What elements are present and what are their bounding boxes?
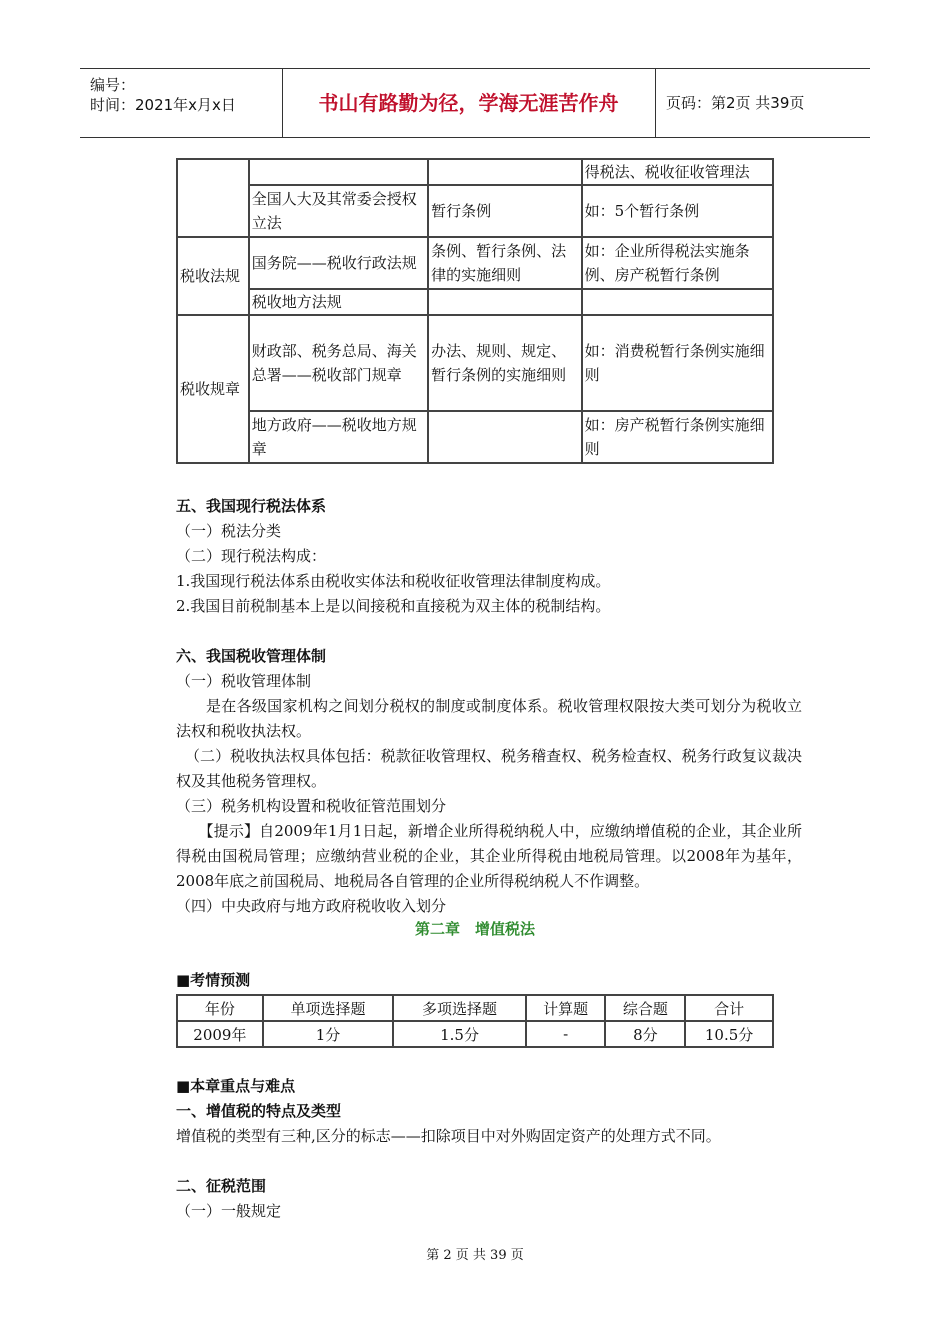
paragraph: 是在各级国家机构之间划分税权的制度或制度体系。税收管理权限按大类可划分为税收立法权和税收执法权。 — [176, 697, 802, 740]
table-cell: 8分 — [605, 1021, 685, 1047]
table-cell: 条例、暂行条例、法律的实施细则 — [428, 237, 581, 289]
table-row — [177, 237, 773, 289]
table-cell: 1分 — [263, 1021, 393, 1047]
paragraph: 1.我国现行税法体系由税收实体法和税收征收管理法律制度构成。 — [176, 572, 611, 590]
table-cell: 地方政府——税收地方规章 — [249, 411, 428, 463]
section-heading: ■本章重点与难点 — [176, 1077, 296, 1095]
header-meta — [90, 75, 236, 115]
section-heading: 五、我国现行税法体系 — [176, 497, 327, 515]
table-cell: 国务院——税收行政法规 — [249, 237, 428, 289]
paragraph: （一）税法分类 — [176, 522, 282, 540]
paragraph: （一）一般规定 — [176, 1202, 282, 1220]
number-label: 编号： — [90, 76, 136, 94]
table-row — [177, 411, 773, 463]
table-cell: 2009年 — [177, 1021, 263, 1047]
paragraph: （二）现行税法构成： — [176, 547, 327, 565]
table-cell: 税收地方法规 — [249, 289, 428, 315]
exam-forecast-table — [176, 994, 774, 1048]
table-cell: 如：房产税暂行条例实施细则 — [582, 411, 773, 463]
table-cell: 税收法规 — [177, 237, 249, 315]
table-cell: 如：消费税暂行条例实施细则 — [582, 315, 773, 411]
table-cell — [249, 159, 428, 185]
section-heading: 一、增值税的特点及类型 — [176, 1102, 342, 1120]
table-cell: 得税法、税收征收管理法 — [582, 159, 773, 185]
table-cell — [428, 289, 581, 315]
table-row — [177, 289, 773, 315]
table-cell: 如：企业所得税法实施条例、房产税暂行条例 — [582, 237, 773, 289]
page-header — [80, 68, 870, 138]
table-row — [177, 185, 773, 237]
paragraph: 2.我国目前税制基本上是以间接税和直接税为双主体的税制结构。 — [176, 597, 611, 615]
table-cell: 暂行条例 — [428, 185, 581, 237]
column-header: 合计 — [685, 995, 773, 1021]
table-cell — [428, 411, 581, 463]
header-page-number: 页码：第2页 共39页 — [666, 94, 805, 112]
column-header: 计算题 — [526, 995, 606, 1021]
table-cell: 1.5分 — [393, 1021, 526, 1047]
table-header-row — [177, 995, 773, 1021]
section-heading: ■考情预测 — [176, 971, 251, 989]
table-cell: 财政部、税务总局、海关总署——税收部门规章 — [249, 315, 428, 411]
time-label: 时间：2021年x月x日 — [90, 96, 236, 114]
section-heading: 六、我国税收管理体制 — [176, 647, 327, 665]
table-cell: 税收规章 — [177, 315, 249, 463]
header-motto: 书山有路勤为径，学海无涯苦作舟 — [318, 91, 619, 115]
tip-paragraph: 【提示】自2009年1月1日起，新增企业所得税纳税人中，应缴纳增值税的企业，其企业所得税由国税局管理；应缴纳营业税的企业，其企业所得税由地税局管理。以2008年为基年，2008年底之前国税局、地税局各自管理的企业所得税纳税人不作调整。 — [176, 822, 802, 890]
table-cell: - — [526, 1021, 606, 1047]
table-cell — [582, 289, 773, 315]
table-cell: 全国人大及其常委会授权立法 — [249, 185, 428, 237]
column-header: 单项选择题 — [263, 995, 393, 1021]
section-heading: 二、征税范围 — [176, 1177, 267, 1195]
column-header: 综合题 — [605, 995, 685, 1021]
column-header: 年份 — [177, 995, 263, 1021]
header-divider — [655, 69, 656, 137]
page-footer: 第 2 页 共 39 页 — [426, 1248, 524, 1263]
table-row — [177, 315, 773, 411]
chapter-title: 第二章 增值税法 — [414, 920, 535, 938]
table-cell: 如：5个暂行条例 — [582, 185, 773, 237]
tax-law-table — [176, 158, 774, 464]
paragraph: 增值税的类型有三种,区分的标志——扣除项目中对外购固定资产的处理方式不同。 — [176, 1127, 721, 1145]
table-cell: 办法、规则、规定、暂行条例的实施细则 — [428, 315, 581, 411]
paragraph: （三）税务机构设置和税收征管范围划分 — [176, 797, 447, 815]
paragraph: （四）中央政府与地方政府税收收入划分 — [176, 897, 447, 915]
table-cell: 10.5分 — [685, 1021, 773, 1047]
column-header: 多项选择题 — [393, 995, 526, 1021]
table-cell — [428, 159, 581, 185]
paragraph: （一）税收管理体制 — [176, 672, 312, 690]
table-row — [177, 159, 773, 185]
table-cell — [177, 159, 249, 237]
table-row — [177, 1021, 773, 1047]
paragraph: （二）税收执法权具体包括：税款征收管理权、税务稽查权、税务检查权、税务行政复议裁决权及其他税务管理权。 — [176, 747, 802, 790]
